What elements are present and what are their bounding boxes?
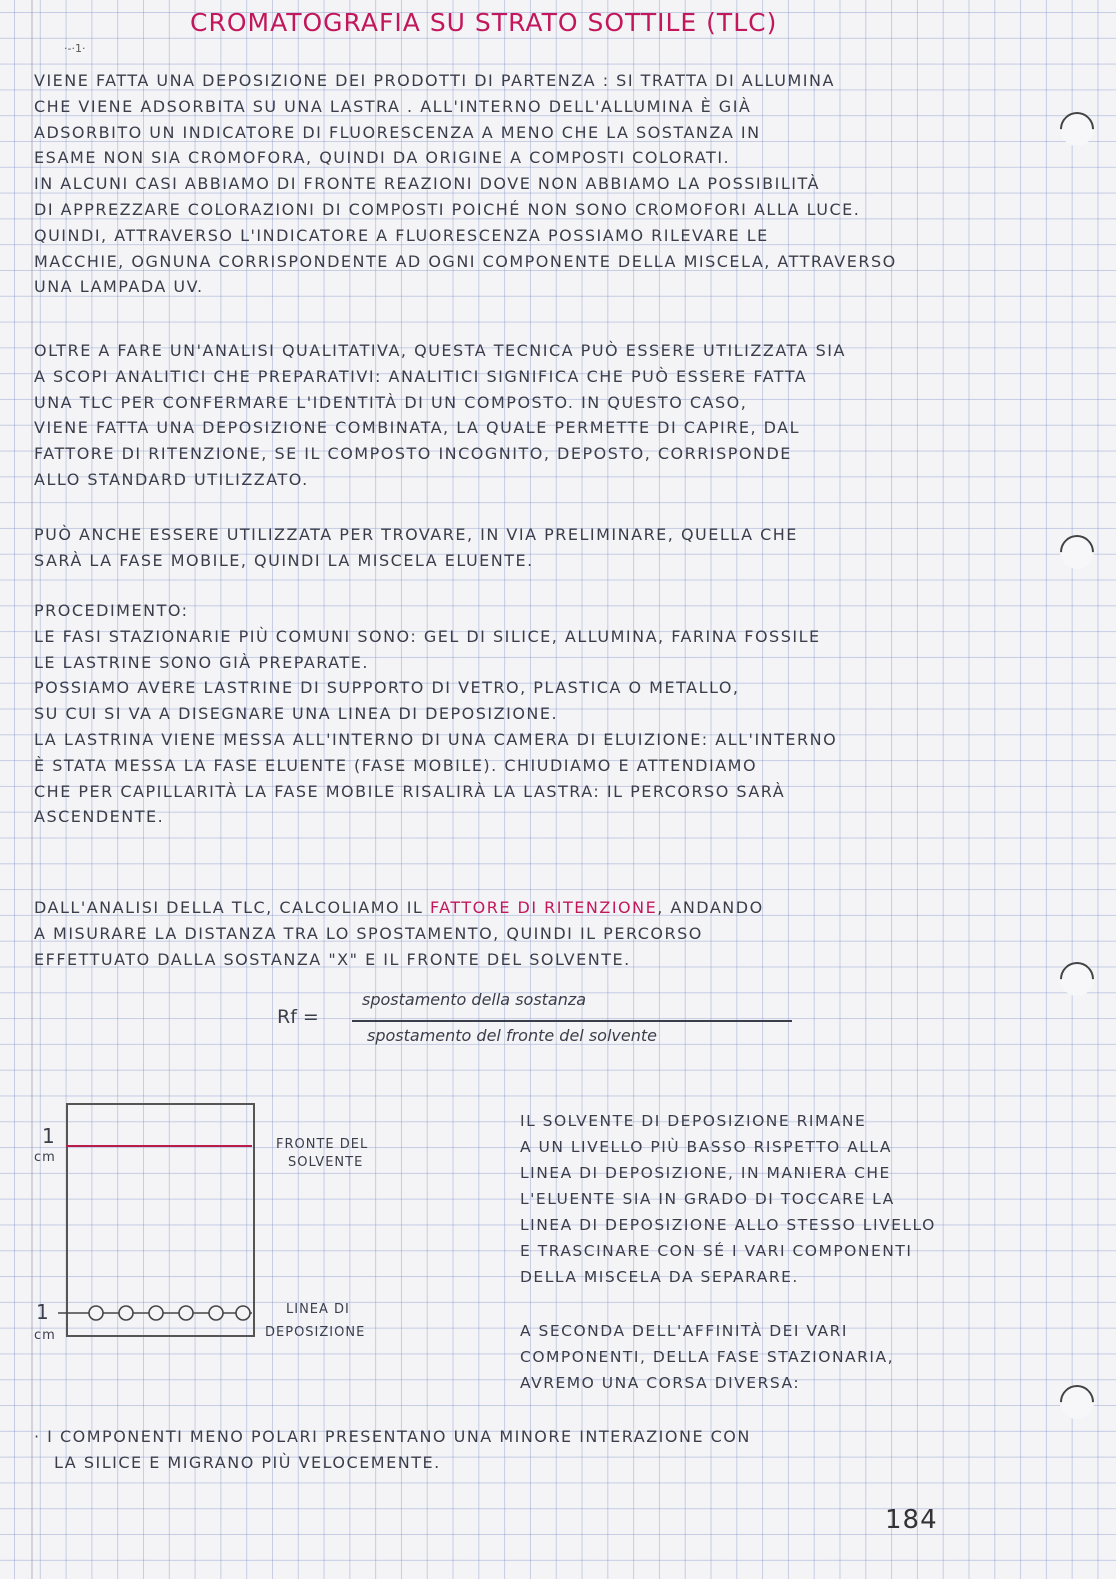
text-line: IN ALCUNI CASI ABBIAMO DI FRONTE REAZIONI DOVE NON ABBIAMO LA POSSIBILITÀ [34,174,820,194]
text-line: OLTRE A FARE UN'ANALISI QUALITATIVA, QUESTA TECNICA PUÒ ESSERE UTILIZZATA SIA [34,341,846,360]
deposition-label-1: LINEA DI [286,1302,350,1317]
margin-line [31,0,33,1579]
sample-spot [149,1306,163,1320]
text-fragment: , ANDANDO [657,898,764,917]
text-line: A MISURARE LA DISTANZA TRA LO SPOSTAMENTO, QUINDI IL PERCORSO [34,923,703,943]
page-number: 184 [885,1505,938,1535]
solvent-front-line [66,1145,252,1147]
paragraph-procedure [34,598,1094,830]
sample-spot [209,1306,223,1320]
sample-spot [236,1306,250,1320]
text-line: L'ELUENTE SIA IN GRADO DI TOCCARE LA [520,1190,895,1208]
text-line: EFFETTUATO DALLA SOSTANZA "X" E IL FRONTE DEL SOLVENTE. [34,949,631,969]
corner-mark: ·-·1· [64,42,86,55]
text-line: MACCHIE, OGNUNA CORRISPONDENTE AD OGNI COMPONENTE DELLA MISCELA, ATTRAVERSO [34,251,897,271]
solvent-explanation [520,1108,1090,1290]
text-line: LE FASI STAZIONARIE PIÙ COMUNI SONO: GEL DI SILICE, ALLUMINA, FARINA FOSSILE [34,626,821,646]
text-line: DELLA MISCELA DA SEPARARE. [520,1268,799,1286]
paragraph-intro [34,68,1094,300]
text-fragment: DALL'ANALISI DELLA TLC, CALCOLIAMO IL [34,898,430,917]
text-line: SU CUI SI VA A DISEGNARE UNA LINEA DI DEPOSIZIONE. [34,704,559,724]
text-line: LINEA DI DEPOSIZIONE ALLO STESSO LIVELLO [520,1216,936,1234]
front-value: 1 [42,1124,55,1148]
text-line: ESAME NON SIA CROMOFORA, QUINDI DA ORIGINE A COMPOSTI COLORATI. [34,148,731,168]
text-line: VIENE FATTA UNA DEPOSIZIONE COMBINATA, LA QUALE PERMETTE DI CAPIRE, DAL [34,418,801,438]
sample-spot [179,1306,193,1320]
text-line: ALLO STANDARD UTILIZZATO. [34,469,309,489]
text-line: AVREMO UNA CORSA DIVERSA: [520,1374,801,1392]
text-line: UNA TLC PER CONFERMARE L'IDENTITÀ DI UN COMPOSTO. IN QUESTO CASO, [34,392,748,412]
text-line: UNA LAMPADA UV. [34,277,204,297]
text-line: È STATA MESSA LA FASE ELUENTE (FASE MOBILE). CHIUDIAMO E ATTENDIAMO [34,755,758,775]
text-line: A SCOPI ANALITICI CHE PREPARATIVI: ANALITICI SIGNIFICA CHE PUÒ ESSERE FATTA [34,366,808,386]
front-label-1: FRONTE DEL [276,1137,369,1152]
text-line: LA SILICE E MIGRANO PIÙ VELOCEMENTE. [54,1452,441,1472]
text-line: QUINDI, ATTRAVERSO L'INDICATORE A FLUORESCENZA POSSIAMO RILEVARE LE [34,225,769,245]
rf-formula [277,990,817,1060]
text-line: · I COMPONENTI MENO POLARI PRESENTANO UNA MINORE INTERAZIONE CON [34,1427,751,1446]
text-line: LINEA DI DEPOSIZIONE, IN MANIERA CHE [520,1164,891,1182]
text-line: SARÀ LA FASE MOBILE, QUINDI LA MISCELA ELUENTE. [34,550,534,570]
text-line [34,895,1094,921]
paragraph-uses [34,338,1094,493]
affinity-explanation [520,1318,1090,1396]
formula-denominator: spostamento del fronte del solvente [367,1026,657,1045]
text-line: LE LASTRINE SONO GIÀ PREPARATE. [34,652,369,672]
text-line: COMPONENTI, DELLA FASE STAZIONARIA, [520,1348,895,1366]
text-line: VIENE FATTA UNA DEPOSIZIONE DEI PRODOTTI DI PARTENZA : SI TRATTA DI ALLUMINA [34,71,835,90]
text-line: ADSORBITO UN INDICATORE DI FLUORESCENZA A MENO CHE LA SOSTANZA IN [34,122,761,142]
deposition-label-2: DEPOSIZIONE [265,1325,366,1340]
sample-spot [119,1306,133,1320]
text-line: LA LASTRINA VIENE MESSA ALL'INTERNO DI UNA CAMERA DI ELUIZIONE: ALL'INTERNO [34,729,838,749]
text-line: POSSIAMO AVERE LASTRINE DI SUPPORTO DI VETRO, PLASTICA O METALLO, [34,678,740,698]
deposition-unit: cm [34,1328,56,1343]
text-line: DI APPREZZARE COLORAZIONI DI COMPOSTI POICHÉ NON SONO CROMOFORI ALLA LUCE. [34,199,861,219]
section-heading: PROCEDIMENTO: [34,601,189,620]
sample-spot [89,1306,103,1320]
front-unit: cm [34,1150,56,1165]
text-line: FATTORE DI RITENZIONE, SE IL COMPOSTO INCOGNITO, DEPOSTO, CORRISPONDE [34,444,792,464]
paragraph-mobile-phase [34,522,1094,574]
bullet-polarity [34,1424,1094,1476]
deposition-value: 1 [36,1300,49,1324]
text-line: A UN LIVELLO PIÙ BASSO RISPETTO ALLA [520,1138,893,1156]
formula-numerator: spostamento della sostanza [362,990,587,1009]
formula-lhs: Rf = [277,1006,319,1028]
deposition-line [40,1298,255,1328]
text-line: CHE PER CAPILLARITÀ LA FASE MOBILE RISALIRÀ LA LASTRA: IL PERCORSO SARÀ [34,781,786,801]
paragraph-rf [34,895,1094,972]
text-line: PUÒ ANCHE ESSERE UTILIZZATA PER TROVARE, IN VIA PRELIMINARE, QUELLA CHE [34,525,798,544]
highlight-term: FATTORE DI RITENZIONE [429,898,658,917]
front-label-2: SOLVENTE [288,1155,364,1170]
text-line: IL SOLVENTE DI DEPOSIZIONE RIMANE [520,1112,867,1130]
text-line: A SECONDA DELL'AFFINITÀ DEI VARI [520,1322,848,1340]
text-line: E TRASCINARE CON SÉ I VARI COMPONENTI [520,1242,913,1260]
page-title: CROMATOGRAFIA SU STRATO SOTTILE (TLC) [190,8,778,37]
fraction-bar [352,1020,792,1022]
text-line: CHE VIENE ADSORBITA SU UNA LASTRA . ALL'INTERNO DELL'ALLUMINA È GIÀ [34,96,752,116]
text-line: ASCENDENTE. [34,807,165,827]
